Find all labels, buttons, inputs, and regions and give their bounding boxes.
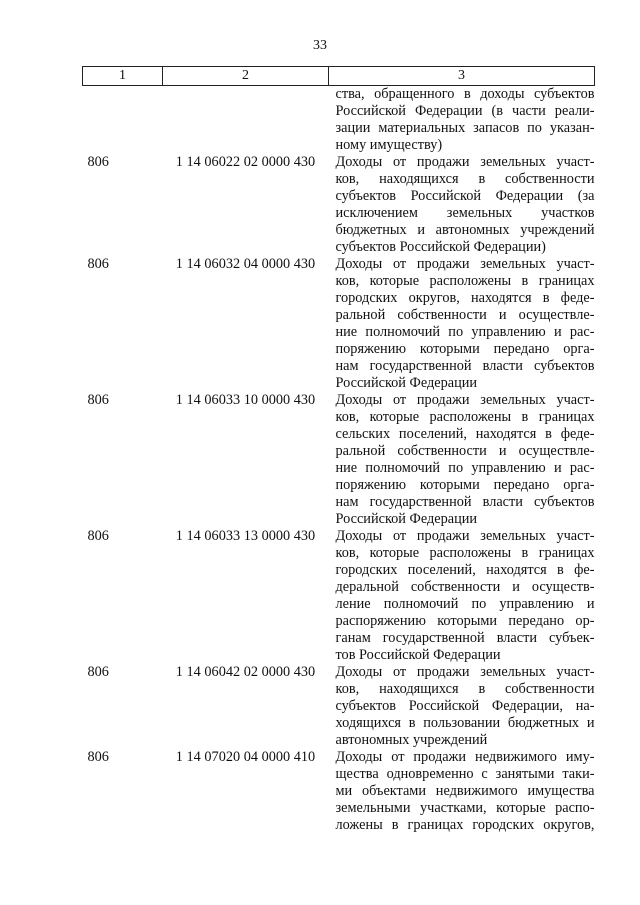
description-line: исключением земельных участков — [335, 205, 595, 221]
continuation-row — [83, 86, 595, 155]
continuation-admin-cell — [83, 86, 163, 155]
description-line: автономных учреждений — [335, 732, 488, 748]
description-line: ложены в границах городских округов, — [335, 817, 595, 833]
description-line: субъектов Российской Федерации, на- — [335, 698, 595, 714]
description-line: ние полномочий по управлению и рас- — [335, 460, 595, 476]
table-body — [83, 86, 595, 835]
description-line: деральной собственности и осуществ- — [335, 579, 595, 595]
description-line: ков, которые расположены в границах — [335, 273, 595, 289]
description-line: ление полномочий по управлению и — [335, 596, 595, 612]
description-line: ральной собственности и осуществле- — [335, 307, 595, 323]
description-line: Российской Федерации — [335, 375, 478, 391]
admin-code-cell: 806 — [87, 528, 109, 544]
income-code-cell: 1 14 06032 04 0000 430 — [175, 256, 316, 272]
description-line: распоряжению которыми передано ор- — [335, 613, 595, 629]
income-code-cell: 1 14 06033 13 0000 430 — [175, 528, 316, 544]
continuation-description-cell — [329, 86, 595, 155]
table-row — [83, 256, 595, 392]
continuation-code-cell — [163, 86, 329, 155]
header-row — [83, 67, 595, 86]
description-line: Российской Федерации (в части реали- — [335, 103, 595, 119]
description-line: Российской Федерации — [335, 511, 478, 527]
description-line: Доходы от продажи земельных участ- — [335, 154, 595, 170]
description-line: зации материальных запасов по указан- — [335, 120, 595, 136]
description-line: Доходы от продажи земельных участ- — [335, 256, 595, 272]
description-line: поряжению которыми передано орга- — [335, 341, 595, 357]
description-line: ства, обращенного в доходы субъектов — [335, 86, 595, 102]
description-line: ков, которые расположены в границах — [335, 409, 595, 425]
description-line: щества одновременно с занятыми таки- — [335, 766, 595, 782]
description-cell — [329, 749, 595, 834]
description-line: ков, находящихся в собственности — [335, 171, 595, 187]
description-line: ми объектами недвижимого имущества — [335, 783, 595, 799]
description-line: нам государственной власти субъектов — [335, 494, 595, 510]
page-number: 33 — [313, 38, 327, 53]
description-line: поряжению которыми передано орга- — [335, 477, 595, 493]
income-code-cell: 1 14 07020 04 0000 410 — [175, 749, 316, 765]
description-line: ходящихся в пользовании бюджетных и — [335, 715, 595, 731]
description-line: субъектов Российской Федерации (за — [335, 188, 595, 204]
column-header-admin: 1 — [83, 67, 163, 86]
description-line: Доходы от продажи земельных участ- — [335, 664, 595, 680]
description-line: сельских поселений, находятся в феде- — [335, 426, 595, 442]
admin-code-cell: 806 — [87, 664, 109, 680]
description-line: субъектов Российской Федерации) — [335, 239, 546, 255]
admin-code-cell: 806 — [87, 256, 109, 272]
description-line: городских округов, находятся в феде- — [335, 290, 595, 306]
table-row — [83, 749, 595, 834]
description-line: ние полномочий по управлению и рас- — [335, 324, 595, 340]
description-line: Доходы от продажи земельных участ- — [335, 392, 595, 408]
income-code-cell: 1 14 06033 10 0000 430 — [175, 392, 316, 408]
column-header-code: 2 — [163, 67, 329, 86]
table-row — [83, 664, 595, 749]
admin-code-cell: 806 — [87, 154, 109, 170]
table-row — [83, 392, 595, 528]
table-row — [83, 154, 595, 256]
description-line: ков, которые расположены в границах — [335, 545, 595, 561]
description-line: Доходы от продажи земельных участ- — [335, 528, 595, 544]
description-line: нам государственной власти субъектов — [335, 358, 595, 374]
description-cell — [329, 528, 595, 664]
income-code-cell: 1 14 06022 02 0000 430 — [175, 154, 316, 170]
description-line: ральной собственности и осуществле- — [335, 443, 595, 459]
description-line: бюджетных и автономных учреждений — [335, 222, 595, 238]
column-header-description: 3 — [329, 67, 595, 86]
description-cell — [329, 664, 595, 749]
description-line: ному имуществу) — [335, 137, 443, 153]
description-line: ков, находящихся в собственности — [335, 681, 595, 697]
admin-code-cell: 806 — [87, 749, 109, 765]
admin-code-cell: 806 — [87, 392, 109, 408]
description-line: тов Российской Федерации — [335, 647, 501, 663]
description-line: земельными участками, которые распо- — [335, 800, 595, 816]
revenue-codes-table — [82, 66, 595, 834]
description-cell — [329, 392, 595, 528]
income-code-cell: 1 14 06042 02 0000 430 — [175, 664, 316, 680]
description-cell — [329, 256, 595, 392]
description-line: Доходы от продажи недвижимого иму- — [335, 749, 595, 765]
table-row — [83, 528, 595, 664]
description-line: ганам государственной власти субъек- — [335, 630, 595, 646]
description-line: городских поселений, находятся в фе- — [335, 562, 595, 578]
description-cell — [329, 154, 595, 256]
